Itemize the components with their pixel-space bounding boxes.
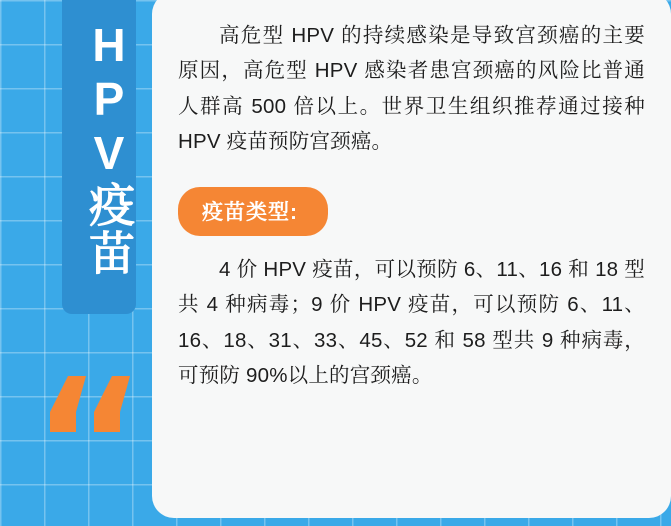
vertical-title-bar xyxy=(62,0,136,314)
poster-vertical-title: HPV疫苗 xyxy=(83,19,135,277)
intro-paragraph: 高危型 HPV 的持续感染是导致宫颈癌的主要原因，高危型 HPV 感染者患宫颈癌的风险比普通人群高 500 倍以上。世界卫生组织推荐通过接种 HPV 疫苗预防宫颈癌。 xyxy=(178,24,645,153)
content-card xyxy=(152,0,671,518)
vaccine-types-paragraph: 4 价 HPV 疫苗，可以预防 6、11、16 和 18 型共 4 种病毒；9 价 HPV 疫苗，可以预防 6、11、16、18、31、33、45、52 和 58 型共 9 种病毒，可预防 90%以上的宫颈癌。 xyxy=(178,258,645,387)
section-tag-vaccine-types: 疫苗类型: xyxy=(178,187,328,236)
quote-mark-icon xyxy=(46,372,138,436)
